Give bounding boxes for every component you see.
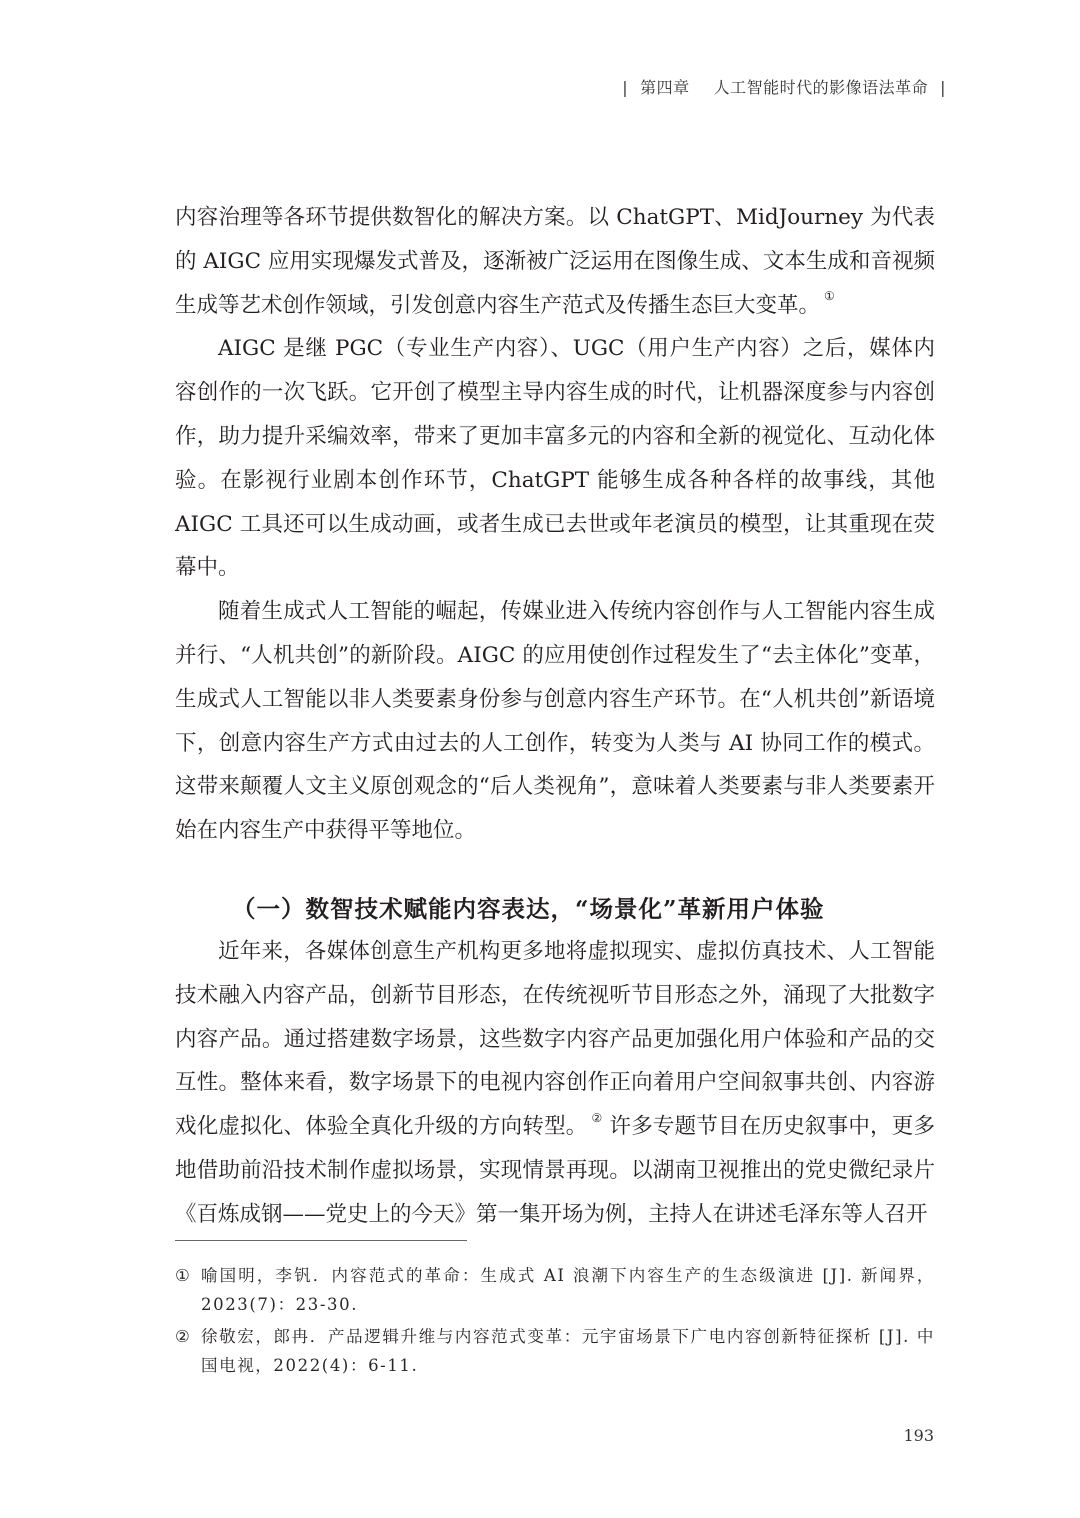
footnote-2-text: 徐敬宏，郎冉．产品逻辑升维与内容范式变革：元宇宙场景下广电内容创新特征探析 [J]. 中国电视，2022(4)：6-11. — [201, 1327, 935, 1375]
running-header — [622, 76, 946, 100]
paragraph-3: 随着生成式人工智能的崛起，传媒业进入传统内容创作与人工智能内容生成并行、“人机共创”的新阶段。AIGC 的应用使创作过程发生了“去主体化”变革，生成式人工智能以非人类要素身份参与创意内容生产环节。在“人机共创”新语境下，创意内容生产方式由过去的人工创作，转变为人类与 AI 协同工作的模式。这带来颠覆人文主义原创观念的“后人类视角”，意味着人类要素与非人类要素开始在内容生产中获得平等地位。 — [175, 599, 935, 844]
body-text — [175, 196, 935, 1237]
section-heading: （一）数智技术赋能内容表达，“场景化”革新用户体验 — [232, 894, 825, 923]
header-bar-right: | — [940, 78, 946, 97]
footnote-ref-1[interactable]: ① — [824, 289, 835, 304]
footnote-2 — [175, 1323, 935, 1380]
footnote-1-mark: ① — [175, 1266, 192, 1285]
footnote-divider — [175, 1240, 467, 1241]
footnote-ref-2[interactable]: ② — [591, 1110, 603, 1125]
header-bar-left: | — [622, 78, 629, 97]
page-number: 193 — [903, 1426, 934, 1445]
paragraph-4 — [175, 930, 935, 1237]
footnote-2-mark: ② — [175, 1327, 192, 1346]
paragraph-4-text-after: 许多专题节目在历史叙事中，更多地借助前沿技术制作虚拟场景，实现情景再现。以湖南卫视推出的党史微纪录片《百炼成钢——党史上的今天》第一集开场为例，主持人在讲述毛泽东等人召开 — [175, 1114, 935, 1227]
footnote-1-text: 喻国明，李钒．内容范式的革命：生成式 AI 浪潮下内容生产的生态级演进 [J]. 新闻界，2023(7)：23-30. — [201, 1266, 935, 1314]
paragraph-1-text: 内容治理等各环节提供数智化的解决方案。以 ChatGPT、MidJourney 为代表的 AIGC 应用实现爆发式普及，逐渐被广泛运用在图像生成、文本生成和音视频生成等艺术创作领域，引发创意内容生产范式及传播生态巨大变革。 — [175, 205, 935, 318]
header-chapter: 第四章 — [640, 78, 690, 97]
paragraph-2: AIGC 是继 PGC（专业生产内容）、UGC（用户生产内容）之后，媒体内容创作的一次飞跃。它开创了模型主导内容生成的时代，让机器深度参与内容创作，助力提升采编效率，带来了更加丰富多元的内容和全新的视觉化、互动化体验。在影视行业剧本创作环节，ChatGPT 能够生成各种各样的故事线，其他 AIGC 工具还可以生成动画，或者生成已去世或年老演员的模型，让其重现在荧幕中。 — [175, 336, 935, 581]
paragraph-4-text-before: 近年来，各媒体创意生产机构更多地将虚拟现实、虚拟仿真技术、人工智能技术融入内容产品，创新节目形态，在传统视听节目形态之外，涌现了大批数字内容产品。通过搭建数字场景，这些数字内容产品更加强化用户体验和产品的交互性。整体来看，数字场景下的电视内容创作正向着用户空间叙事共创、内容游戏化虚拟化、体验全真化升级的方向转型。 — [175, 938, 935, 1140]
header-title: 人工智能时代的影像语法革命 — [713, 78, 929, 97]
footnotes — [175, 1262, 935, 1384]
footnote-1 — [175, 1262, 935, 1319]
paragraph-1 — [175, 196, 935, 327]
